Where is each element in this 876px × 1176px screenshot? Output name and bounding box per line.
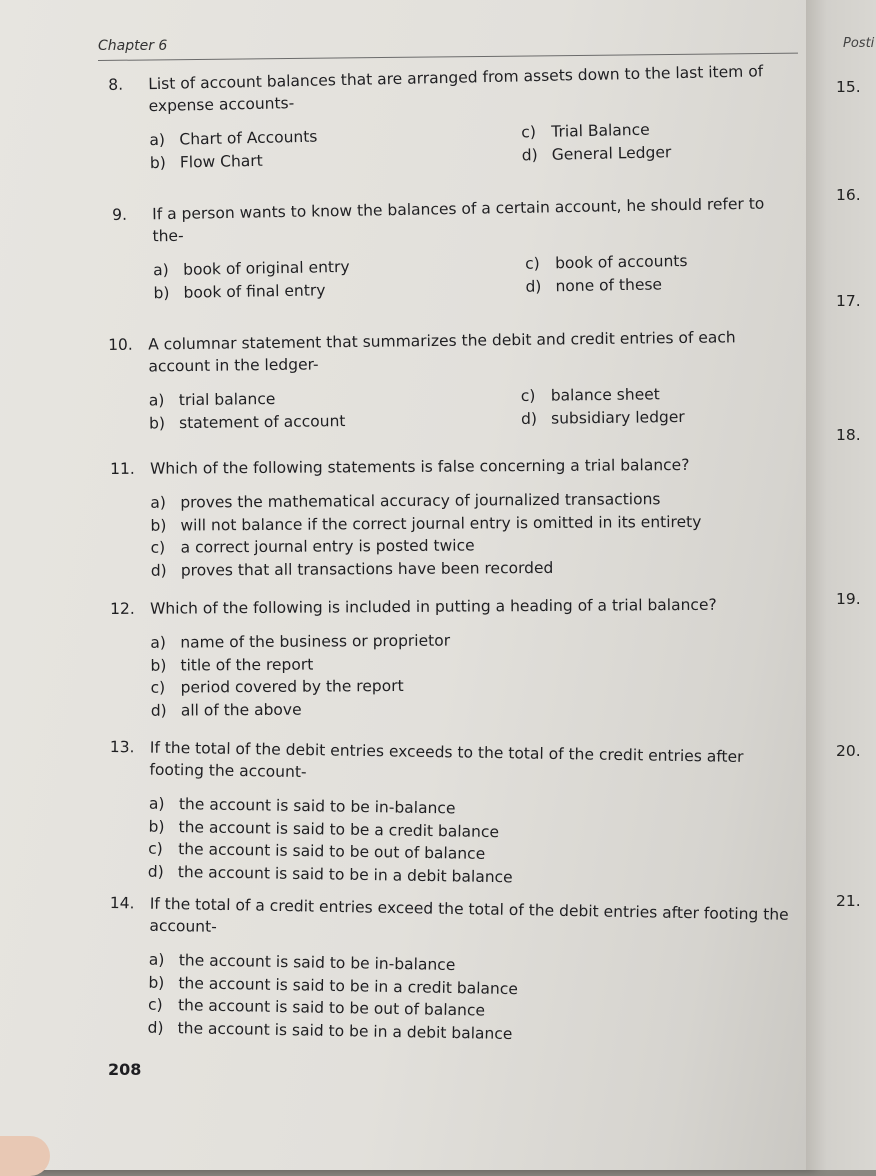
option-a[interactable]: a) name of the business or proprietor — [150, 631, 451, 652]
question-number: 14. — [109, 893, 135, 913]
question-stem: Which of the following statements is false concerning a trial balance? — [150, 455, 690, 478]
question-number: 9. — [112, 205, 128, 224]
question-stem: If a person wants to know the balances of a certain account, he should refer to the- — [152, 194, 765, 246]
option-a[interactable]: a) proves the mathematical accuracy of journalized transactions — [150, 490, 661, 512]
option-b[interactable]: b) Flow Chart — [149, 151, 263, 172]
question-number: 8. — [108, 75, 124, 94]
option-a[interactable]: a) trial balance — [148, 389, 276, 410]
question-number: 11. — [110, 459, 135, 478]
adjacent-question-number: 20. — [836, 742, 861, 760]
option-b[interactable]: b) the account is said to be a credit balance — [148, 817, 500, 841]
question-10 — [108, 324, 876, 435]
option-d[interactable]: d) subsidiary ledger — [520, 407, 685, 428]
option-b[interactable]: b) will not balance if the correct journal entry is omitted in its entirety — [150, 512, 702, 535]
option-c[interactable]: c) the account is said to be out of balance — [147, 995, 486, 1020]
question-stem: List of account balances that are arranged from assets down to the last item of expense accounts- — [148, 62, 764, 116]
question-stem: Which of the following is included in putting a heading of a trial balance? — [150, 595, 717, 618]
option-b[interactable]: b) statement of account — [148, 411, 346, 433]
adjacent-question-number: 15. — [836, 78, 861, 96]
option-d[interactable]: d) General Ledger — [521, 142, 672, 164]
option-c[interactable]: c) a correct journal entry is posted twice — [150, 536, 475, 557]
question-8 — [108, 58, 876, 175]
question-number: 12. — [110, 599, 135, 618]
adjacent-question-number: 17. — [836, 292, 861, 310]
option-b[interactable]: b) title of the report — [150, 655, 314, 675]
question-number: 13. — [109, 737, 135, 757]
option-c[interactable]: c) balance sheet — [520, 385, 660, 405]
options — [147, 949, 788, 1050]
option-a[interactable]: a) book of original entry — [153, 257, 350, 280]
question-14 — [107, 892, 789, 1050]
options — [148, 793, 789, 893]
options — [149, 380, 876, 434]
question-stem: If the total of a credit entries exceed the total of the debit entries after footing the account- — [149, 894, 789, 936]
option-d[interactable]: d) proves that all transactions have been recorded — [150, 558, 554, 580]
option-d[interactable]: d) the account is said to be in a debit balance — [147, 1018, 513, 1043]
page-number: 208 — [108, 1060, 142, 1079]
question-11 — [110, 453, 791, 582]
option-a[interactable]: a) the account is said to be in-balance — [148, 794, 456, 818]
adjacent-question-number: 18. — [836, 426, 861, 444]
options — [149, 114, 876, 175]
options — [150, 627, 791, 721]
option-b[interactable]: b) book of final entry — [153, 280, 326, 302]
adjacent-question-number: 16. — [836, 186, 861, 204]
adjacent-question-number: 21. — [836, 892, 861, 910]
adjacent-question-number: 19. — [836, 590, 861, 608]
option-d[interactable]: d) none of these — [525, 274, 663, 296]
question-number: 10. — [108, 335, 133, 354]
option-a[interactable]: a) the account is said to be in-balance — [148, 950, 456, 975]
question-13 — [108, 736, 790, 893]
question-stem: A columnar statement that summarizes the debit and credit entries of each account in the ledger- — [148, 328, 736, 376]
option-a[interactable]: a) Chart of Accounts — [149, 127, 318, 150]
options — [150, 487, 791, 581]
question-stem: If the total of the debit entries exceeds to the total of the credit entries after footing the account- — [149, 738, 744, 782]
header-rule — [98, 53, 798, 61]
options — [153, 246, 876, 304]
option-c[interactable]: c) Trial Balance — [521, 120, 650, 142]
thumb — [0, 1136, 50, 1176]
question-9 — [112, 190, 876, 305]
option-c[interactable]: c) the account is said to be out of balance — [148, 839, 486, 863]
adjacent-page — [806, 0, 876, 1170]
adjacent-page-header: Posti — [843, 36, 875, 51]
question-12 — [110, 593, 791, 722]
option-b[interactable]: b) the account is said to be in a credit balance — [148, 973, 519, 998]
option-c[interactable]: c) period covered by the report — [150, 676, 404, 697]
option-d[interactable]: d) all of the above — [150, 700, 302, 720]
option-d[interactable]: d) the account is said to be in a debit balance — [147, 862, 513, 886]
option-c[interactable]: c) book of accounts — [524, 251, 688, 273]
chapter-header: Chapter 6 — [98, 38, 168, 54]
